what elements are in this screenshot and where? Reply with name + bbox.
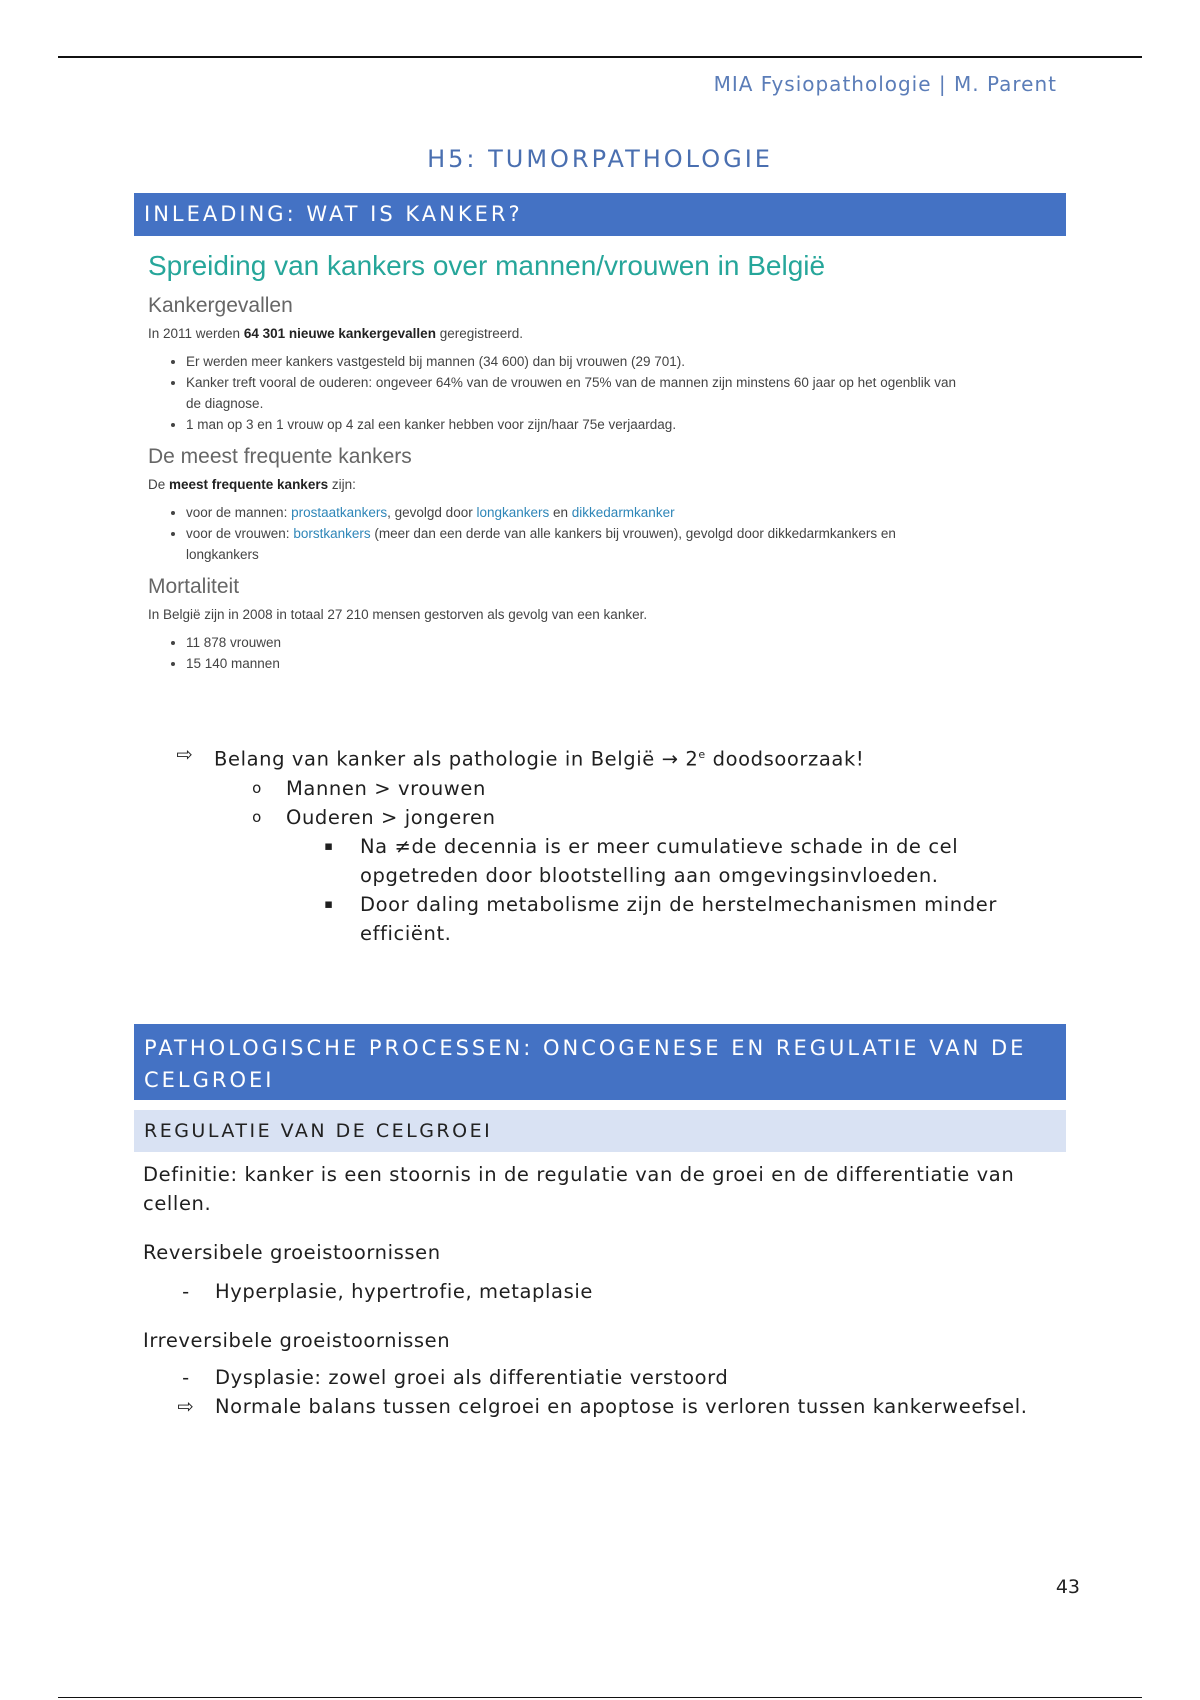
arrow-item: ⇨ Normale balans tussen celgroei en apoptose is verloren tussen kankerweefsel. [143, 1392, 1063, 1421]
embedded-screenshot [148, 244, 968, 720]
bottom-rule [58, 1697, 1142, 1698]
embed-frequent-list [148, 502, 968, 565]
sub-item: o Mannen > vrouwen [134, 774, 1074, 803]
link-dikkedarmkanker[interactable]: dikkedarmkanker [571, 505, 675, 520]
circle-bullet-icon: o [252, 778, 262, 797]
embed-frequent-intro: De meest frequente kankers zijn: [148, 477, 356, 492]
arrow-icon: ⇨ [177, 1395, 195, 1418]
chapter-title: H5: TUMORPATHOLOGIE [427, 145, 773, 173]
list-item: • Kanker treft vooral de ouderen: ongeveer 64% van de vrouwen en 75% van de mannen zijn minstens 60 jaar op het ogenblik van de diagnose. [186, 372, 968, 414]
link-borstkankers[interactable]: borstkankers [293, 526, 371, 541]
arrow-icon: ⇨ [176, 743, 194, 766]
list-item: • 15 140 mannen [186, 653, 968, 674]
definition-text: Definitie: kanker is een stoornis in de regulatie van de groei en de differentiatie van cellen. [143, 1163, 1015, 1215]
dash-item: - Hyperplasie, hypertrofie, metaplasie [143, 1277, 1063, 1306]
embed-heading-cases: Kankergevallen [148, 294, 293, 317]
arrow-item: ⇨ Belang van kanker als pathologie in België → $2^e$ doodsoorzaak! [134, 740, 1074, 774]
page-number: 43 [1055, 1576, 1080, 1598]
list-item: • voor de vrouwen: borstkankers (meer dan een derde van alle kankers bij vrouwen), gevolgd door dikkedarmkankers en longkankers [186, 523, 968, 565]
embed-title: Spreiding van kankers over mannen/vrouwen in België [148, 250, 826, 281]
dash-bullet-icon: - [182, 1366, 190, 1389]
irreversible-heading: Irreversibele groeistoornissen [143, 1329, 451, 1352]
subsub-item: ▪ Na ≠de decennia is er meer cumulatieve schade in de cel opgetreden door blootstelling aan omgevingsinvloeden. [134, 832, 1074, 890]
square-bullet-icon: ▪ [324, 896, 334, 912]
link-longkankers[interactable]: longkankers [476, 505, 550, 520]
embed-heading-mortality: Mortaliteit [148, 575, 240, 598]
dash-item: - Dysplasie: zowel groei als differentiatie verstoord [143, 1363, 1063, 1392]
section-heading-intro: INLEADING: WAT IS KANKER? [134, 193, 1066, 236]
list-item: • 1 man op 3 en 1 vrouw op 4 zal een kanker hebben voor zijn/haar 75e verjaardag. [186, 414, 968, 435]
list-item: • Er werden meer kankers vastgesteld bij mannen (34 600) dan bij vrouwen (29 701). [186, 351, 968, 372]
square-bullet-icon: ▪ [324, 838, 334, 854]
circle-bullet-icon: o [252, 807, 262, 826]
sub-item: o Ouderen > jongeren [134, 803, 1074, 832]
embed-mortality-intro: In België zijn in 2008 in totaal 27 210 mensen gestorven als gevolg van een kanker. [148, 607, 648, 622]
dash-bullet-icon: - [182, 1280, 190, 1303]
embed-mortality-list [148, 632, 968, 674]
reversible-heading: Reversibele groeistoornissen [143, 1241, 441, 1264]
notes-regulation [143, 1160, 1063, 1421]
embed-cases-intro: In 2011 werden 64 301 nieuwe kankergevallen geregistreerd. [148, 326, 523, 341]
embed-heading-frequent: De meest frequente kankers [148, 445, 412, 468]
link-prostaatkankers[interactable]: prostaatkankers [291, 505, 388, 520]
list-item: • 11 878 vrouwen [186, 632, 968, 653]
section-heading-pathology: PATHOLOGISCHE PROCESSEN: ONCOGENESE EN REGULATIE VAN DE CELGROEI [134, 1024, 1066, 1100]
notes-importance [134, 740, 1074, 948]
subsub-item: ▪ Door daling metabolisme zijn de herstelmechanismen minder efficiënt. [134, 890, 1074, 948]
running-header: MIA Fysiopathologie | M. Parent [713, 72, 1057, 96]
embed-cases-list [148, 351, 968, 435]
list-item: • voor de mannen: prostaatkankers, gevolgd door longkankers en dikkedarmkanker [186, 502, 968, 523]
top-rule [58, 56, 1142, 58]
subsection-heading-regulation: REGULATIE VAN DE CELGROEI [134, 1110, 1066, 1152]
